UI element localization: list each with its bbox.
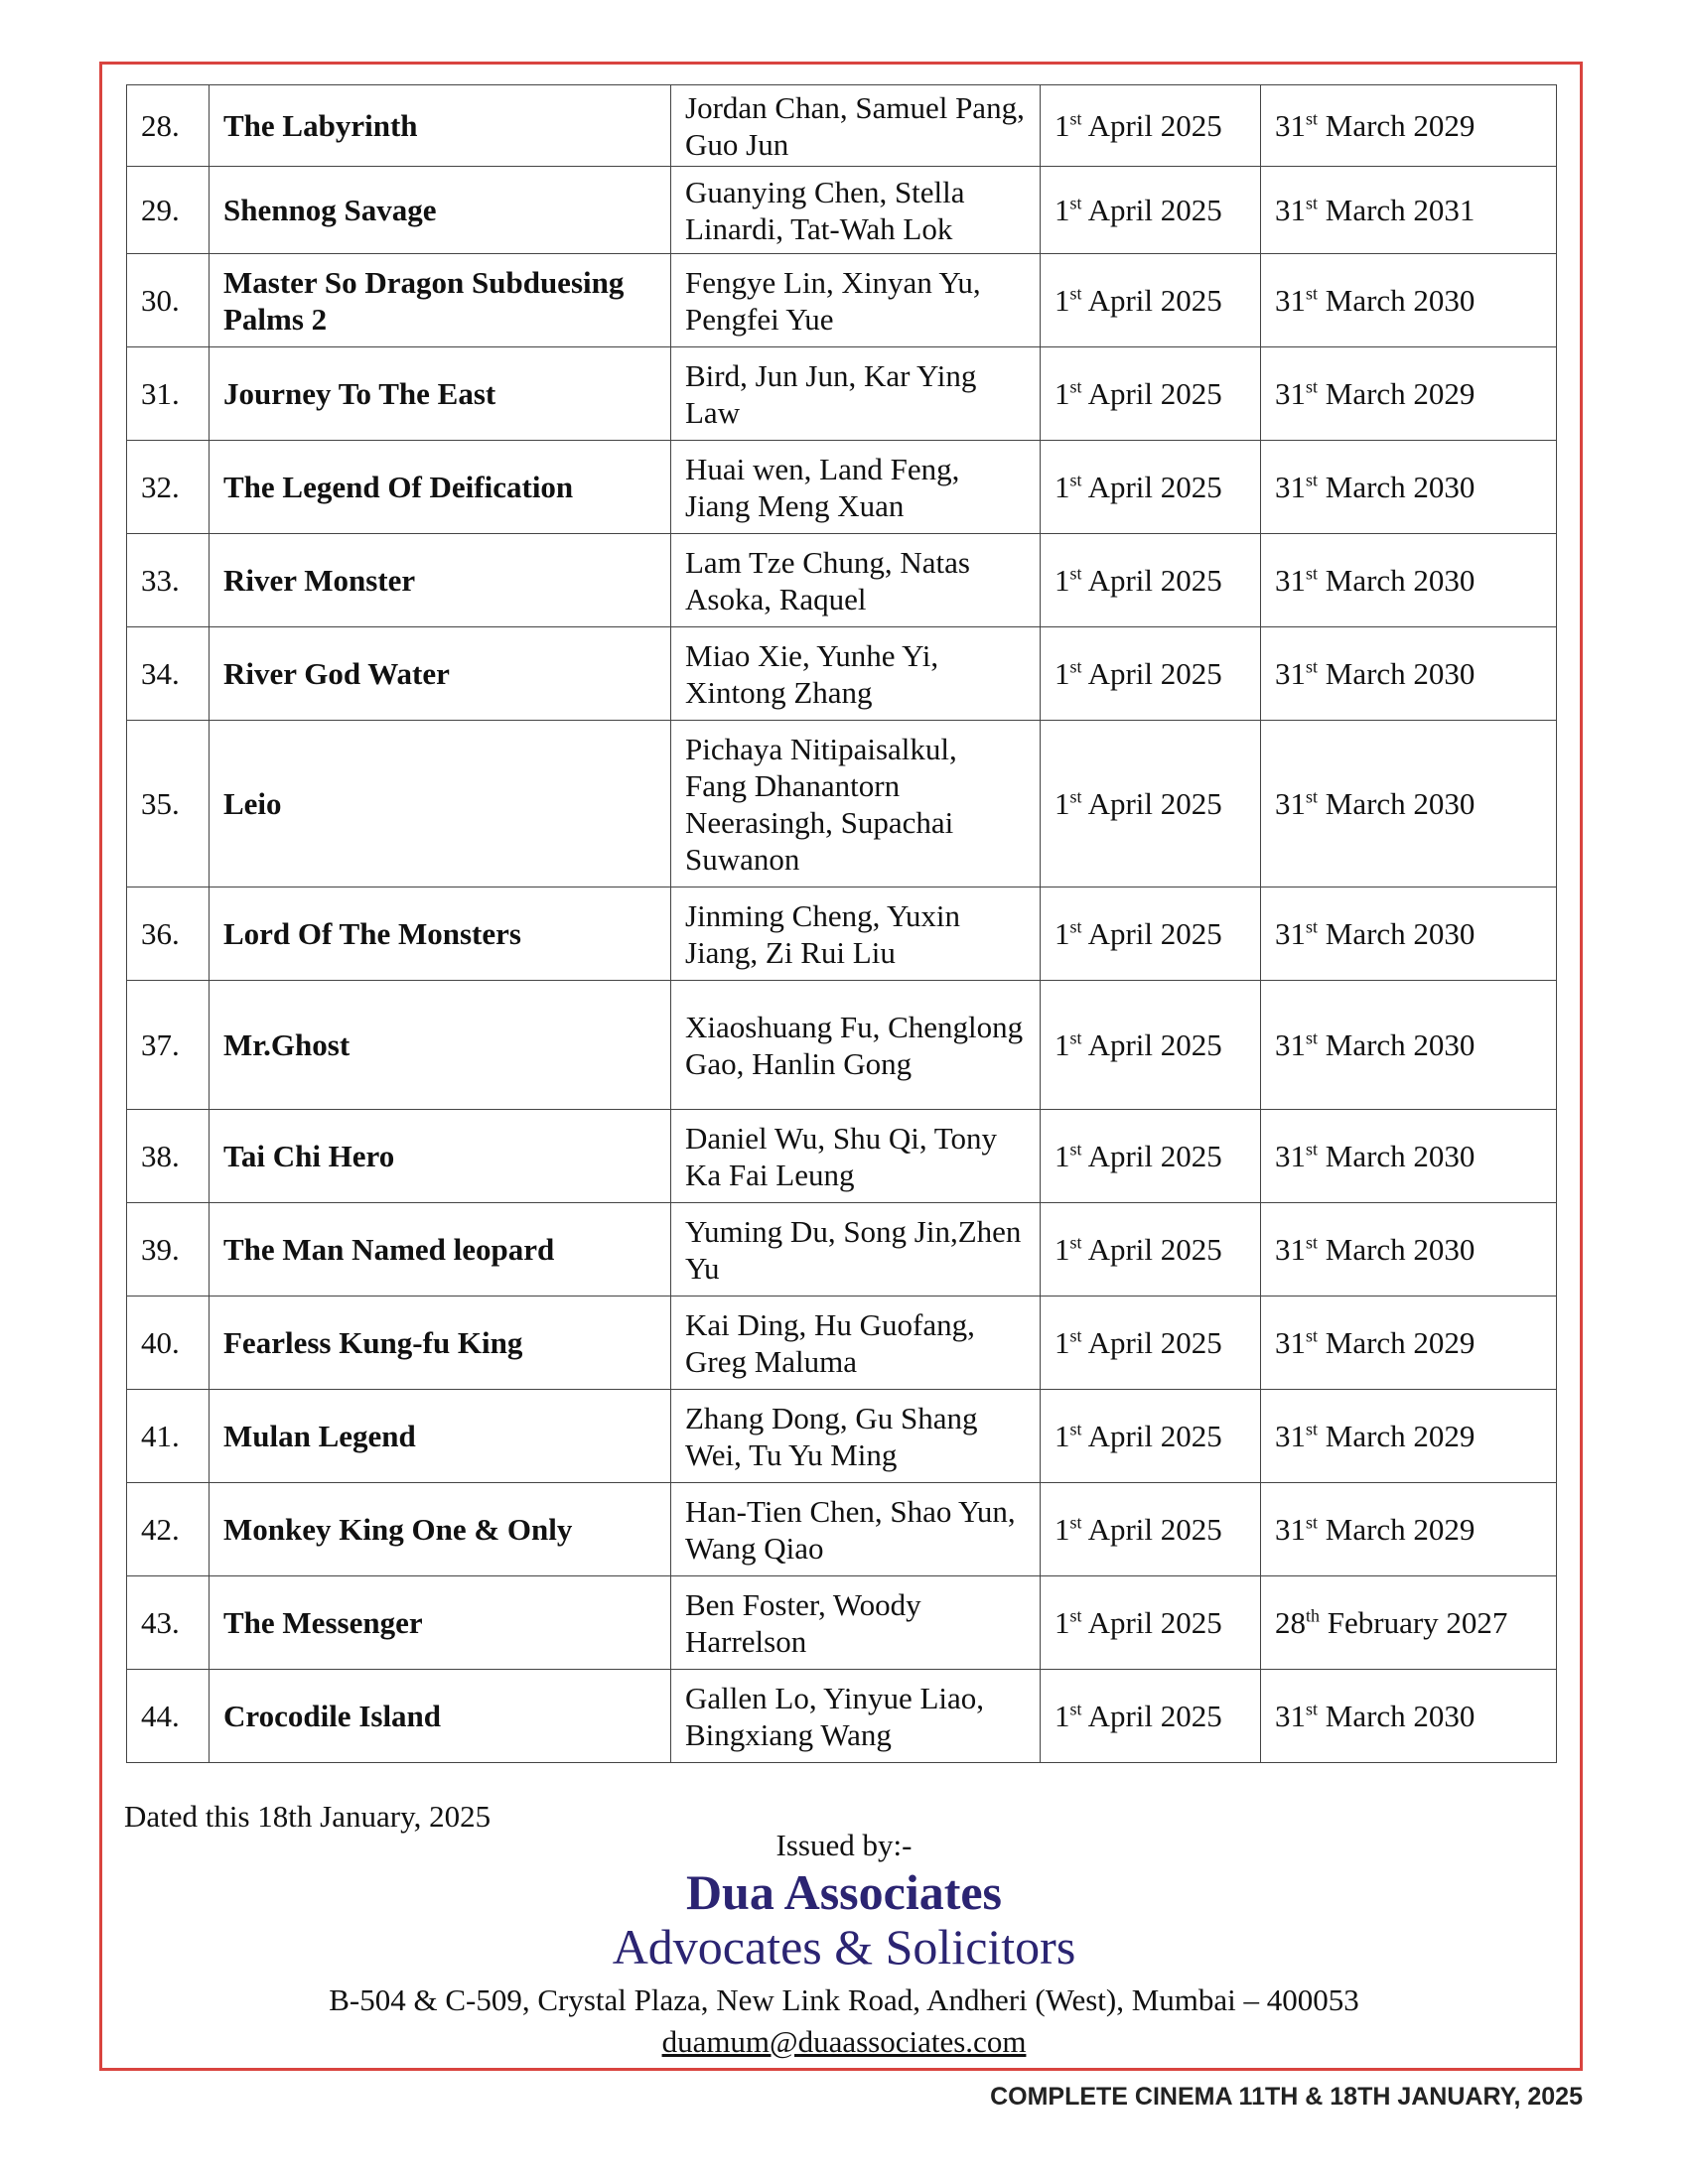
start-date-day: 1: [1055, 1325, 1070, 1360]
end-date-day: 31: [1275, 1512, 1306, 1547]
end-date-month-year: February 2027: [1327, 1605, 1508, 1640]
start-date-day: 1: [1055, 470, 1070, 504]
start-date: [1041, 441, 1261, 534]
film-title: Mulan Legend: [210, 1390, 671, 1483]
film-title: Fearless Kung-fu King: [210, 1297, 671, 1390]
start-date-month-year: April 2025: [1087, 283, 1222, 318]
end-date: [1261, 85, 1557, 167]
start-date-day: 1: [1055, 786, 1070, 821]
end-date-suffix: st: [1306, 916, 1319, 937]
page-footer: COMPLETE CINEMA 11TH & 18TH JANUARY, 2025: [990, 2083, 1583, 2111]
start-date-suffix: st: [1069, 1699, 1082, 1719]
firm-name: Dua Associates: [685, 1864, 1003, 1920]
row-number: 35.: [127, 721, 210, 887]
end-date-day: 31: [1275, 108, 1306, 143]
row-number: 38.: [127, 1110, 210, 1203]
start-date-month-year: April 2025: [1087, 1512, 1222, 1547]
end-date-suffix: st: [1306, 1027, 1319, 1048]
start-date-month-year: April 2025: [1087, 786, 1222, 821]
end-date-suffix: st: [1306, 1139, 1319, 1160]
end-date-suffix: st: [1306, 470, 1319, 490]
end-date-month-year: March 2031: [1325, 193, 1476, 227]
start-date-suffix: st: [1069, 1605, 1082, 1626]
end-date-month-year: March 2029: [1325, 108, 1476, 143]
start-date-suffix: st: [1069, 1325, 1082, 1346]
start-date-suffix: st: [1069, 470, 1082, 490]
end-date: [1261, 1297, 1557, 1390]
end-date-suffix: st: [1306, 1512, 1319, 1533]
row-number: 41.: [127, 1390, 210, 1483]
end-date-day: 31: [1275, 470, 1306, 504]
table-row: [127, 981, 1557, 1110]
start-date-suffix: st: [1069, 376, 1082, 397]
start-date-day: 1: [1055, 1419, 1070, 1453]
film-cast: Yuming Du, Song Jin,Zhen Yu: [671, 1203, 1041, 1297]
table-row: [127, 85, 1557, 167]
end-date: [1261, 254, 1557, 347]
start-date-month-year: April 2025: [1087, 1699, 1222, 1733]
table-row: [127, 347, 1557, 441]
end-date-suffix: st: [1306, 1232, 1319, 1253]
film-cast: Xiaoshuang Fu, Chenglong Gao, Hanlin Gong: [671, 981, 1041, 1110]
start-date-day: 1: [1055, 563, 1070, 598]
start-date: [1041, 167, 1261, 254]
table-row: [127, 1297, 1557, 1390]
film-cast: Gallen Lo, Yinyue Liao, Bingxiang Wang: [671, 1670, 1041, 1763]
start-date: [1041, 981, 1261, 1110]
table-row: [127, 1483, 1557, 1576]
film-title: The Messenger: [210, 1576, 671, 1670]
end-date-day: 31: [1275, 1699, 1306, 1733]
end-date-suffix: st: [1306, 1699, 1319, 1719]
start-date: [1041, 1483, 1261, 1576]
end-date-day: 31: [1275, 1027, 1306, 1062]
film-cast: Fengye Lin, Xinyan Yu, Pengfei Yue: [671, 254, 1041, 347]
end-date-day: 31: [1275, 1232, 1306, 1267]
end-date-day: 31: [1275, 283, 1306, 318]
film-cast: Guanying Chen, Stella Linardi, Tat-Wah Lok: [671, 167, 1041, 254]
film-title: Lord Of The Monsters: [210, 887, 671, 981]
table-row: [127, 721, 1557, 887]
end-date: [1261, 1670, 1557, 1763]
start-date-day: 1: [1055, 376, 1070, 411]
start-date: [1041, 85, 1261, 167]
start-date-month-year: April 2025: [1087, 916, 1222, 951]
start-date-day: 1: [1055, 1512, 1070, 1547]
end-date: [1261, 1110, 1557, 1203]
start-date-suffix: st: [1069, 563, 1082, 584]
end-date-month-year: March 2029: [1325, 376, 1476, 411]
end-date-suffix: st: [1306, 1419, 1319, 1439]
start-date-month-year: April 2025: [1087, 108, 1222, 143]
film-title: Master So Dragon Subduesing Palms 2: [210, 254, 671, 347]
row-number: 31.: [127, 347, 210, 441]
end-date-month-year: March 2029: [1325, 1419, 1476, 1453]
dated-line: Dated this 18th January, 2025: [124, 1799, 492, 1834]
end-date: [1261, 1203, 1557, 1297]
film-cast: Kai Ding, Hu Guofang, Greg Maluma: [671, 1297, 1041, 1390]
start-date-suffix: st: [1069, 1419, 1082, 1439]
row-number: 36.: [127, 887, 210, 981]
end-date-suffix: st: [1306, 786, 1319, 807]
end-date: [1261, 1483, 1557, 1576]
start-date-day: 1: [1055, 1699, 1070, 1733]
end-date-day: 31: [1275, 656, 1306, 691]
end-date-day: 31: [1275, 786, 1306, 821]
end-date: [1261, 534, 1557, 627]
end-date: [1261, 627, 1557, 721]
row-number: 37.: [127, 981, 210, 1110]
end-date: [1261, 887, 1557, 981]
end-date: [1261, 1576, 1557, 1670]
end-date-day: 31: [1275, 1419, 1306, 1453]
issuer-block: [0, 1827, 1688, 2063]
end-date-month-year: March 2030: [1325, 1139, 1476, 1173]
start-date: [1041, 254, 1261, 347]
start-date-suffix: st: [1069, 1232, 1082, 1253]
end-date: [1261, 347, 1557, 441]
end-date: [1261, 167, 1557, 254]
table-row: [127, 1576, 1557, 1670]
start-date-month-year: April 2025: [1087, 1232, 1222, 1267]
row-number: 28.: [127, 85, 210, 167]
end-date-month-year: March 2029: [1325, 1512, 1476, 1547]
start-date-suffix: st: [1069, 1027, 1082, 1048]
start-date-month-year: April 2025: [1087, 1605, 1222, 1640]
film-rights-table: [126, 84, 1557, 1763]
film-cast: Huai wen, Land Feng, Jiang Meng Xuan: [671, 441, 1041, 534]
table-row: [127, 254, 1557, 347]
film-cast: Jinming Cheng, Yuxin Jiang, Zi Rui Liu: [671, 887, 1041, 981]
start-date-day: 1: [1055, 1605, 1070, 1640]
end-date-day: 31: [1275, 193, 1306, 227]
end-date-suffix: th: [1306, 1605, 1321, 1626]
start-date: [1041, 1576, 1261, 1670]
start-date-suffix: st: [1069, 108, 1082, 129]
start-date: [1041, 627, 1261, 721]
end-date-month-year: March 2030: [1325, 656, 1476, 691]
end-date-month-year: March 2030: [1325, 916, 1476, 951]
start-date-day: 1: [1055, 283, 1070, 318]
table-row: [127, 167, 1557, 254]
film-title: Journey To The East: [210, 347, 671, 441]
film-cast: Jordan Chan, Samuel Pang, Guo Jun: [671, 85, 1041, 167]
row-number: 44.: [127, 1670, 210, 1763]
end-date-suffix: st: [1306, 376, 1319, 397]
start-date: [1041, 1203, 1261, 1297]
end-date-month-year: March 2030: [1325, 1699, 1476, 1733]
film-title: Tai Chi Hero: [210, 1110, 671, 1203]
start-date-month-year: April 2025: [1087, 563, 1222, 598]
table-row: [127, 534, 1557, 627]
end-date-suffix: st: [1306, 283, 1319, 304]
start-date-month-year: April 2025: [1087, 1419, 1222, 1453]
end-date-month-year: March 2030: [1325, 786, 1476, 821]
end-date-month-year: March 2030: [1325, 1027, 1476, 1062]
start-date-month-year: April 2025: [1087, 656, 1222, 691]
start-date: [1041, 1297, 1261, 1390]
start-date-day: 1: [1055, 656, 1070, 691]
row-number: 30.: [127, 254, 210, 347]
film-title: River Monster: [210, 534, 671, 627]
end-date-suffix: st: [1306, 108, 1319, 129]
table-row: [127, 627, 1557, 721]
film-title: The Legend Of Deification: [210, 441, 671, 534]
start-date-suffix: st: [1069, 193, 1082, 213]
start-date-day: 1: [1055, 1027, 1070, 1062]
firm-email-link[interactable]: duamum@duaassociates.com: [661, 2024, 1027, 2059]
table-row: [127, 1110, 1557, 1203]
film-cast: Pichaya Nitipaisalkul, Fang Dhanantorn Neerasingh, Supachai Suwanon: [671, 721, 1041, 887]
film-title: The Labyrinth: [210, 85, 671, 167]
row-number: 33.: [127, 534, 210, 627]
film-cast: Bird, Jun Jun, Kar Ying Law: [671, 347, 1041, 441]
start-date-day: 1: [1055, 916, 1070, 951]
film-title: Leio: [210, 721, 671, 887]
start-date-month-year: April 2025: [1087, 193, 1222, 227]
table-row: [127, 1203, 1557, 1297]
row-number: 29.: [127, 167, 210, 254]
start-date: [1041, 534, 1261, 627]
end-date: [1261, 1390, 1557, 1483]
end-date-day: 31: [1275, 376, 1306, 411]
end-date-suffix: st: [1306, 563, 1319, 584]
issued-by-label: Issued by:-: [775, 1828, 913, 1862]
film-title: River God Water: [210, 627, 671, 721]
row-number: 39.: [127, 1203, 210, 1297]
film-title: Crocodile Island: [210, 1670, 671, 1763]
start-date-day: 1: [1055, 193, 1070, 227]
start-date-suffix: st: [1069, 1139, 1082, 1160]
film-cast: Zhang Dong, Gu Shang Wei, Tu Yu Ming: [671, 1390, 1041, 1483]
end-date-day: 31: [1275, 916, 1306, 951]
start-date-month-year: April 2025: [1087, 470, 1222, 504]
film-cast: Han-Tien Chen, Shao Yun, Wang Qiao: [671, 1483, 1041, 1576]
film-title: Mr.Ghost: [210, 981, 671, 1110]
film-cast: Lam Tze Chung, Natas Asoka, Raquel: [671, 534, 1041, 627]
end-date-day: 31: [1275, 563, 1306, 598]
end-date-month-year: March 2030: [1325, 1232, 1476, 1267]
table-row: [127, 887, 1557, 981]
film-cast: Ben Foster, Woody Harrelson: [671, 1576, 1041, 1670]
start-date: [1041, 1670, 1261, 1763]
end-date-day: 28: [1275, 1605, 1306, 1640]
end-date: [1261, 441, 1557, 534]
row-number: 43.: [127, 1576, 210, 1670]
start-date: [1041, 721, 1261, 887]
film-title: The Man Named leopard: [210, 1203, 671, 1297]
film-cast: Miao Xie, Yunhe Yi, Xintong Zhang: [671, 627, 1041, 721]
start-date-suffix: st: [1069, 656, 1082, 677]
table-row: [127, 1390, 1557, 1483]
start-date: [1041, 1390, 1261, 1483]
start-date-suffix: st: [1069, 283, 1082, 304]
end-date: [1261, 721, 1557, 887]
start-date-month-year: April 2025: [1087, 376, 1222, 411]
start-date: [1041, 347, 1261, 441]
end-date: [1261, 981, 1557, 1110]
film-cast: Daniel Wu, Shu Qi, Tony Ka Fai Leung: [671, 1110, 1041, 1203]
film-title: Monkey King One & Only: [210, 1483, 671, 1576]
row-number: 34.: [127, 627, 210, 721]
row-number: 40.: [127, 1297, 210, 1390]
end-date-month-year: March 2030: [1325, 283, 1476, 318]
start-date-month-year: April 2025: [1087, 1027, 1222, 1062]
end-date-month-year: March 2029: [1325, 1325, 1476, 1360]
firm-address: B-504 & C-509, Crystal Plaza, New Link Road, Andheri (West), Mumbai – 400053: [329, 1982, 1359, 2017]
start-date-day: 1: [1055, 1139, 1070, 1173]
start-date-suffix: st: [1069, 1512, 1082, 1533]
start-date-month-year: April 2025: [1087, 1325, 1222, 1360]
start-date-month-year: April 2025: [1087, 1139, 1222, 1173]
end-date-month-year: March 2030: [1325, 470, 1476, 504]
start-date-day: 1: [1055, 108, 1070, 143]
end-date-day: 31: [1275, 1139, 1306, 1173]
table-row: [127, 1670, 1557, 1763]
start-date-day: 1: [1055, 1232, 1070, 1267]
start-date-suffix: st: [1069, 786, 1082, 807]
film-title: Shennog Savage: [210, 167, 671, 254]
table-row: [127, 441, 1557, 534]
row-number: 32.: [127, 441, 210, 534]
start-date: [1041, 887, 1261, 981]
end-date-suffix: st: [1306, 1325, 1319, 1346]
end-date-suffix: st: [1306, 193, 1319, 213]
end-date-month-year: March 2030: [1325, 563, 1476, 598]
start-date: [1041, 1110, 1261, 1203]
end-date-suffix: st: [1306, 656, 1319, 677]
end-date-day: 31: [1275, 1325, 1306, 1360]
start-date-suffix: st: [1069, 916, 1082, 937]
firm-subtitle: Advocates & Solicitors: [612, 1919, 1076, 1975]
row-number: 42.: [127, 1483, 210, 1576]
